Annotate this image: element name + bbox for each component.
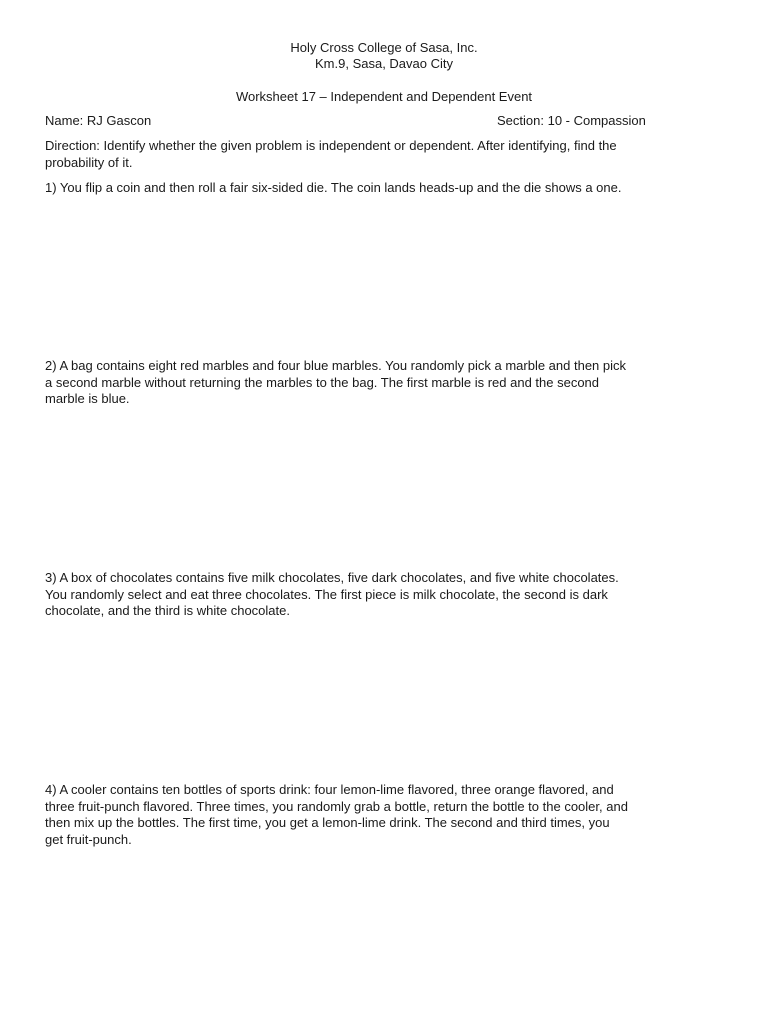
problem-line: 4) A cooler contains ten bottles of sports drink: four lemon-lime flavored, three orange flavored, and bbox=[45, 782, 614, 797]
problem-line: 1) You flip a coin and then roll a fair six-sided die. The coin lands heads-up and the die shows a one. bbox=[45, 180, 622, 195]
problem-line: chocolate, and the third is white chocolate. bbox=[45, 603, 290, 618]
student-name: Name: RJ Gascon bbox=[45, 113, 152, 128]
direction-line: Direction: Identify whether the given problem is independent or dependent. After identifying, find the bbox=[45, 138, 617, 153]
problem-line: a second marble without returning the marbles to the bag. The first marble is red and the second bbox=[45, 374, 600, 390]
direction-text bbox=[45, 138, 735, 171]
problem-line: then mix up the bottles. The first time, you get a lemon-lime drink. The second and third times, you bbox=[45, 815, 610, 830]
problem-line: 3) A box of chocolates contains five milk chocolates, five dark chocolates, and five white chocolates. bbox=[45, 570, 619, 585]
problem-2 bbox=[45, 358, 735, 408]
student-section: Section: 10 - Compassion bbox=[497, 113, 646, 128]
problem-1 bbox=[45, 180, 735, 197]
problem-4 bbox=[45, 782, 735, 848]
problem-line: 2) A bag contains eight red marbles and four blue marbles. You randomly pick a marble and then pick bbox=[45, 358, 627, 373]
worksheet-title: Worksheet 17 – Independent and Dependent Event bbox=[235, 89, 533, 104]
problem-line: three fruit-punch flavored. Three times, you randomly grab a bottle, return the bottle to the cooler, and bbox=[45, 798, 628, 814]
direction-line: probability of it. bbox=[45, 154, 133, 170]
problem-line: get fruit-punch. bbox=[45, 831, 132, 847]
institution-name: Holy Cross College of Sasa, Inc. bbox=[290, 40, 478, 55]
problem-3 bbox=[45, 570, 735, 620]
institution-address: Km.9, Sasa, Davao City bbox=[315, 56, 453, 71]
problem-line: You randomly select and eat three chocolates. The first piece is milk chocolate, the second is dark bbox=[45, 586, 608, 602]
problem-line: marble is blue. bbox=[45, 391, 130, 406]
